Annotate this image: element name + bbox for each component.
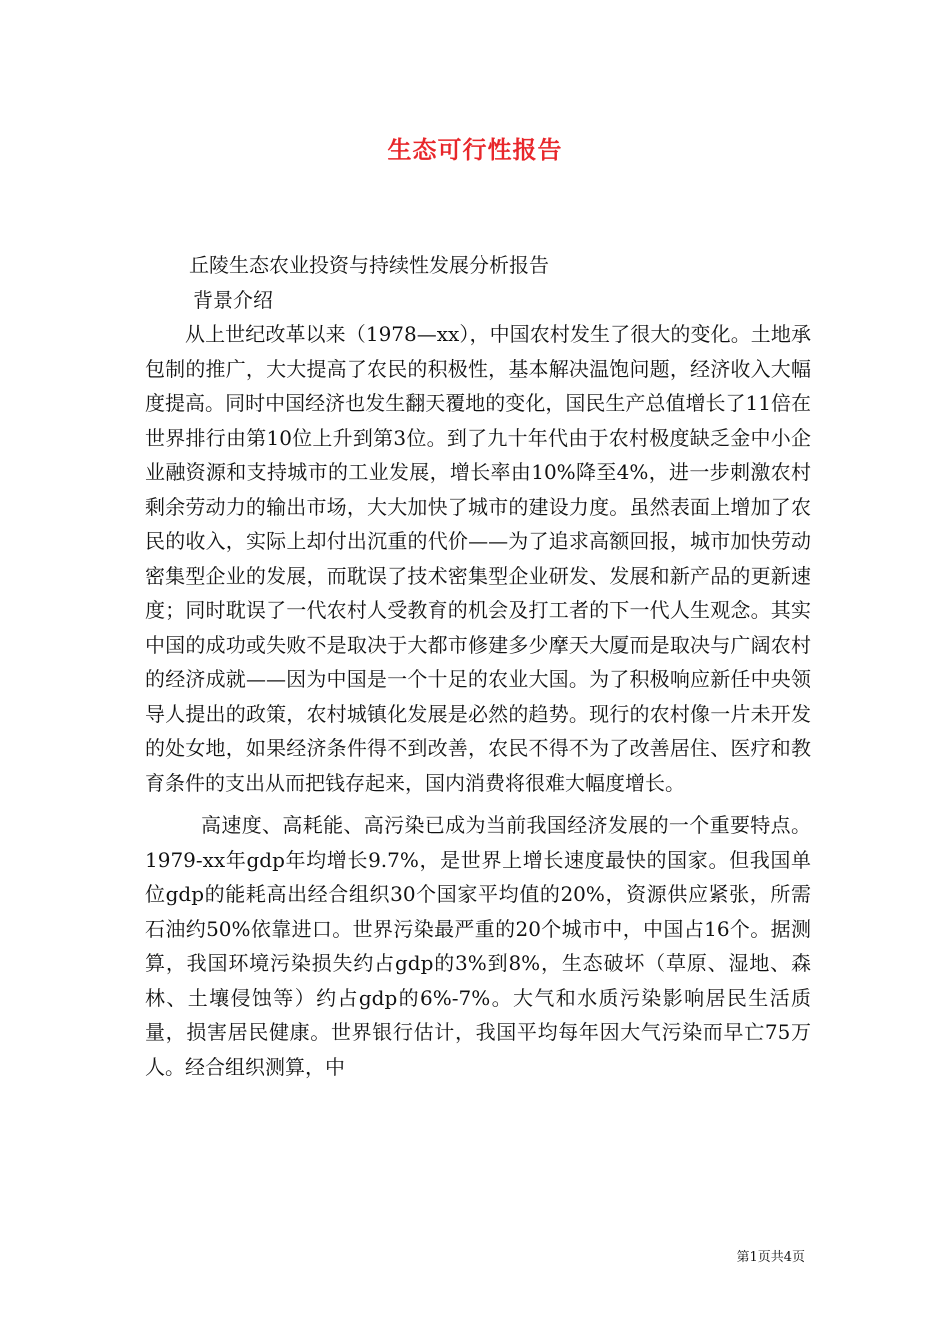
document-subtitle: 丘陵生态农业投资与持续性发展分析报告 [189,253,549,277]
section-heading: 背景介绍 [193,287,273,312]
document-body [145,248,811,1084]
page-title: 生态可行性报告 [387,135,563,164]
page-number-footer: 第1页共4页 [736,1250,805,1265]
body-paragraph-1: 从上世纪改革以来（1978—xx），中国农村发生了很大的变化。土地承包制的推广，大大提高了农民的积极性，基本解决温饱问题，经济收入大幅度提高。同时中国经济也发生翻天覆地的变化，国民生产总值增长了11倍在世界排行由第10位上升到第3位。到了九十年代由于农村极度缺乏金中小企业融资源和支持城市的工业发展，增长率由10%降至4%，进一步刺激农村剩余劳动力的输出市场，大大加快了城市的建设力度。虽然表面上增加了农民的收入，实际上却付出沉重的代价——为了追求高额回报，城市加快劳动密集型企业的发展，而耽误了技术密集型企业研发、发展和新产品的更新速度；同时耽误了一代农村人受教育的机会及打工者的下一代人生观念。其实中国的成功或失败不是取决于大都市修建多少摩天大厦而是取决与广阔农村的经济成就——因为中国是一个十足的农业大国。为了积极响应新任中央领导人提出的政策，农村城镇化发展是必然的趋势。现行的农村像一片未开发的处女地，如果经济条件得不到改善，农民不得不为了改善居住、医疗和教育条件的支出从而把钱存起来，国内消费将很难大幅度增长。 [145,322,811,795]
body-paragraph-2: 高速度、高耗能、高污染已成为当前我国经济发展的一个重要特点。1979-xx年gdp年均增长9.7%，是世界上增长速度最快的国家。但我国单位gdp的能耗高出经合组织30个国家平均值的20%，资源供应紧张，所需石油约50%依靠进口。世界污染最严重的20个城市中，中国占16个。据测算，我国环境污染损失约占gdp的3%到8%，生态破坏（草原、湿地、森林、土壤侵蚀等）约占gdp的6%-7%。大气和水质污染影响居民生活质量，损害居民健康。世界银行估计，我国平均每年因大气污染而早亡75万人。经合组织测算，中 [145,813,811,1079]
